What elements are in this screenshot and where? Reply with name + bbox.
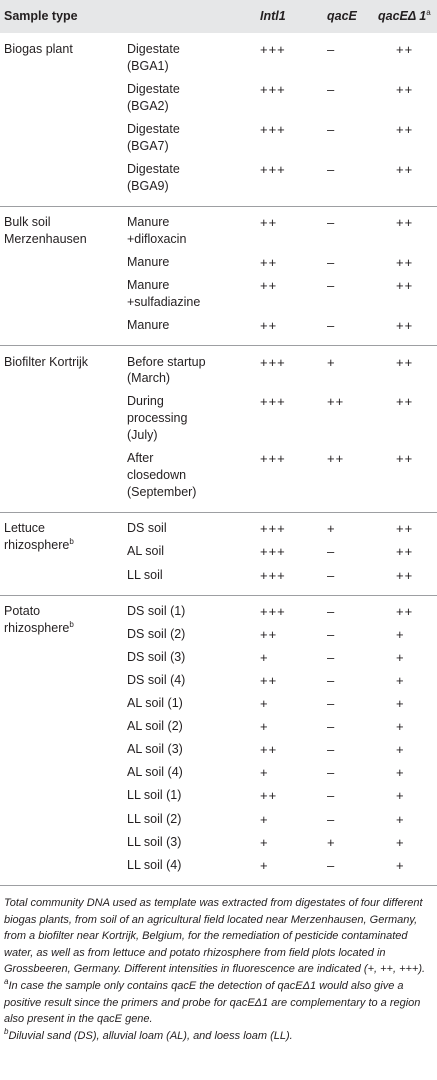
cell-intl1: + <box>260 857 269 873</box>
cell-qace-delta: ++ <box>396 318 414 334</box>
cell-intl1: +++ <box>260 451 286 467</box>
cell-intl1: + <box>260 834 269 850</box>
cell-qace: – <box>327 650 336 666</box>
row-label: processing <box>127 411 188 426</box>
group-name: Bulk soil <box>4 215 51 230</box>
cell-qace-delta: ++ <box>396 567 414 583</box>
cell-intl1: ++ <box>260 278 278 294</box>
cell-qace: – <box>327 857 336 873</box>
row-label: Digestate <box>127 121 180 136</box>
cell-qace-delta: + <box>396 765 405 781</box>
cell-qace: – <box>327 121 336 137</box>
cell-qace-delta: ++ <box>396 255 414 271</box>
group-divider <box>0 595 437 596</box>
cell-qace-delta: + <box>396 626 405 642</box>
footnote-a: $^a$In case the sample only contains qacE the detection of qacEΔ1 would also give a positive result since the primers and probe for qacEΔ1 are complementary to a region also present in the qacE gene. <box>4 976 421 1026</box>
row-label: LL soil <box>127 567 163 582</box>
row-label: closedown <box>127 468 187 483</box>
cell-qace: – <box>327 696 336 712</box>
cell-intl1: + <box>260 811 269 827</box>
cell-qace: – <box>327 673 336 689</box>
row-label: AL soil (3) <box>127 742 183 757</box>
cell-qace: – <box>327 42 336 58</box>
cell-intl1: ++ <box>260 255 278 271</box>
cell-qace: – <box>327 82 336 98</box>
row-label: (BGA1) <box>127 58 169 73</box>
cell-qace: – <box>327 788 336 804</box>
cell-qace-delta: + <box>396 788 405 804</box>
cell-intl1: ++ <box>260 673 278 689</box>
row-label: DS soil (1) <box>127 603 186 618</box>
cell-qace: – <box>327 765 336 781</box>
cell-intl1: ++ <box>260 215 278 231</box>
row-label: DS soil (2) <box>127 626 186 641</box>
row-label: (March) <box>127 371 171 386</box>
cell-intl1: ++ <box>260 742 278 758</box>
row-label: Digestate <box>127 42 180 57</box>
row-label: Digestate <box>127 82 180 97</box>
row-label: Digestate <box>127 161 180 176</box>
cell-qace-delta: ++ <box>396 603 414 619</box>
group-name: Biofilter Kortrijk <box>4 354 89 369</box>
header-qace-delta: qacEΔ 1$^a$ <box>378 8 431 23</box>
row-label: LL soil (1) <box>127 788 182 803</box>
cell-qace-delta: ++ <box>396 161 414 177</box>
cell-qace: + <box>327 521 336 537</box>
row-label: +sulfadiazine <box>127 295 201 310</box>
cell-intl1: +++ <box>260 603 286 619</box>
cell-qace-delta: + <box>396 811 405 827</box>
group-name: Lettuce <box>4 521 46 536</box>
cell-qace: ++ <box>327 451 345 467</box>
row-label: (July) <box>127 428 158 443</box>
group-name: rhizosphere$^b$ <box>4 619 74 635</box>
cell-qace-delta: + <box>396 857 405 873</box>
row-label: During <box>127 394 164 409</box>
row-label: Manure <box>127 278 170 293</box>
cell-qace-delta: ++ <box>396 121 414 137</box>
group-name: Merzenhausen <box>4 232 87 247</box>
group-divider <box>0 885 437 886</box>
row-label: DS soil (3) <box>127 650 186 665</box>
footnote-b: $^b$Diluvial sand (DS), alluvial loam (AL), and loess loam (LL). <box>4 1026 293 1042</box>
footnote-main: Total community DNA used as template was extracted from digestates of four different biogas plants, from soil of an agricultural field located near Merzenhausen, Germany, from a biofilter near Kortrijk, Belgium, for the remediation of pesticide contaminated water, as well as from lettuce and potato rhizosphere from field plots located in Grossbeeren, Germany. Different intensities in fluorescence are indicated (+, ++, +++). <box>4 897 426 976</box>
group-name: Potato <box>4 603 41 618</box>
cell-intl1: +++ <box>260 82 286 98</box>
cell-intl1: +++ <box>260 161 286 177</box>
group-name: Biogas plant <box>4 42 73 57</box>
cell-qace-delta: ++ <box>396 82 414 98</box>
table-header <box>0 0 437 33</box>
row-label: (BGA2) <box>127 98 169 113</box>
cell-qace-delta: ++ <box>396 278 414 294</box>
header-sample-type: Sample type <box>4 9 78 23</box>
row-label: Before startup <box>127 354 206 369</box>
table-footnotes <box>4 895 433 1044</box>
cell-qace: – <box>327 278 336 294</box>
cell-qace: + <box>327 354 336 370</box>
group-name: rhizosphere$^b$ <box>4 537 74 553</box>
cell-intl1: + <box>260 719 269 735</box>
cell-intl1: + <box>260 696 269 712</box>
row-label: (BGA7) <box>127 138 169 153</box>
cell-qace-delta: + <box>396 696 405 712</box>
cell-intl1: +++ <box>260 354 286 370</box>
cell-qace-delta: + <box>396 742 405 758</box>
cell-qace-delta: + <box>396 719 405 735</box>
row-label: LL soil (2) <box>127 811 182 826</box>
cell-intl1: +++ <box>260 121 286 137</box>
cell-qace: + <box>327 834 336 850</box>
row-label: DS soil <box>127 521 167 536</box>
row-label: LL soil (3) <box>127 834 182 849</box>
header-intl1: Intl1 <box>260 9 286 23</box>
row-label: Manure <box>127 215 170 230</box>
row-label: DS soil (4) <box>127 673 186 688</box>
row-label: AL soil <box>127 544 165 559</box>
cell-qace: – <box>327 742 336 758</box>
group-divider <box>0 512 437 513</box>
row-label: Manure <box>127 318 170 333</box>
cell-qace-delta: ++ <box>396 354 414 370</box>
cell-qace-delta: ++ <box>396 42 414 58</box>
row-label: LL soil (4) <box>127 857 182 872</box>
cell-qace: – <box>327 811 336 827</box>
row-label: (September) <box>127 484 197 499</box>
cell-qace: – <box>327 318 336 334</box>
row-label: AL soil (2) <box>127 719 183 734</box>
cell-qace-delta: ++ <box>396 544 414 560</box>
cell-qace: – <box>327 603 336 619</box>
cell-qace: – <box>327 626 336 642</box>
cell-intl1: +++ <box>260 567 286 583</box>
row-label: After <box>127 451 154 466</box>
group-divider <box>0 206 437 207</box>
cell-qace: – <box>327 255 336 271</box>
cell-qace: – <box>327 161 336 177</box>
cell-qace: – <box>327 719 336 735</box>
cell-qace-delta: + <box>396 673 405 689</box>
cell-qace-delta: + <box>396 834 405 850</box>
cell-intl1: ++ <box>260 788 278 804</box>
cell-qace-delta: ++ <box>396 451 414 467</box>
row-label: (BGA9) <box>127 178 169 193</box>
cell-intl1: +++ <box>260 521 286 537</box>
cell-intl1: + <box>260 765 269 781</box>
cell-intl1: +++ <box>260 544 286 560</box>
row-label: AL soil (4) <box>127 765 183 780</box>
row-label: Manure <box>127 255 170 270</box>
row-label: AL soil (1) <box>127 696 183 711</box>
cell-qace-delta: ++ <box>396 394 414 410</box>
header-qace: qacE <box>327 9 357 23</box>
cell-qace-delta: + <box>396 650 405 666</box>
cell-qace: – <box>327 215 336 231</box>
cell-intl1: +++ <box>260 42 286 58</box>
cell-qace-delta: ++ <box>396 521 414 537</box>
cell-intl1: ++ <box>260 626 278 642</box>
cell-qace: – <box>327 544 336 560</box>
cell-qace-delta: ++ <box>396 215 414 231</box>
group-divider <box>0 345 437 346</box>
row-label: +difloxacin <box>127 232 187 247</box>
cell-intl1: +++ <box>260 394 286 410</box>
cell-intl1: + <box>260 650 269 666</box>
cell-qace: – <box>327 567 336 583</box>
cell-qace: ++ <box>327 394 345 410</box>
cell-intl1: ++ <box>260 318 278 334</box>
